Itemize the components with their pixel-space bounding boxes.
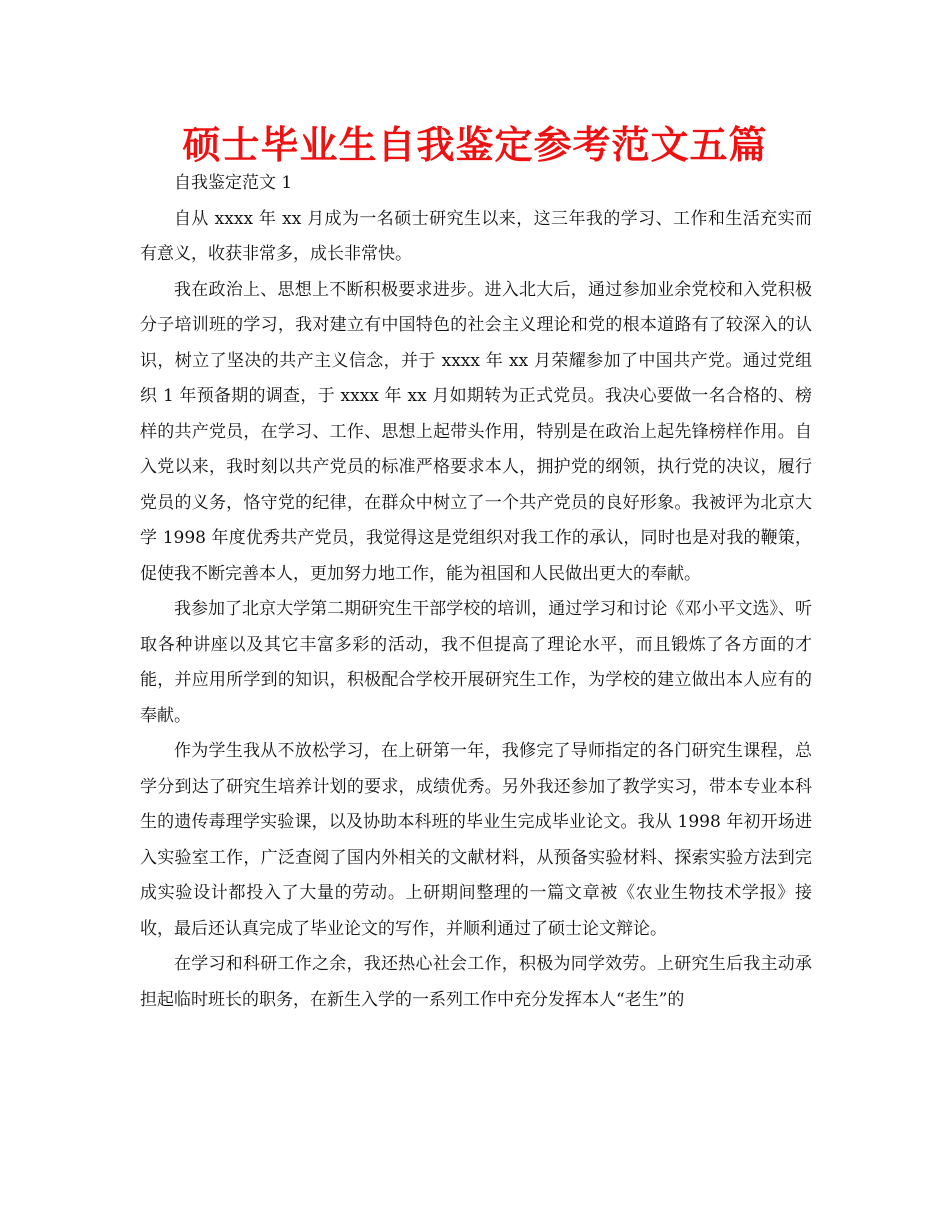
paragraph-3: 我参加了北京大学第二期研究生干部学校的培训，通过学习和讨论《邓小平文选》、听取各种讲座以及其它丰富多彩的活动，我不但提高了理论水平，而且锻炼了各方面的才能，并应用所学到的知识，积极配合学校开展研究生工作，为学校的建立做出本人应有的奉献。 [140,599,812,726]
paragraph-4: 作为学生我从不放松学习，在上研第一年，我修完了导师指定的各门研究生课程，总学分到达了研究生培养计划的要求，成绩优秀。另外我还参加了教学实习，带本专业本科生的遗传毒理学实验课，以及协助本科班的毕业生完成毕业论文。我从 1998 年初开场进入实验室工作，广泛查阅了国内外相关的文献材料，从预备实验材料、探索实验方法到完成实验设计都投入了大量的劳动。上研期间整理的一篇文章被《农业生物技术学报》接收，最后还认真完成了毕业论文的写作，并顺利通过了硕士论文辩论。 [140,741,812,939]
section-heading: 自我鉴定范文 1 [174,173,293,193]
paragraph-1: 自从 xxxx 年 xx 月成为一名硕士研究生以来，这三年我的学习、工作和生活充实而有意义，收获非常多，成长非常快。 [140,208,812,264]
document-body [140,166,812,1018]
paragraph-5: 在学习和科研工作之余，我还热心社会工作，积极为同学效劳。上研究生后我主动承担起临时班长的职务，在新生入学的一系列工作中充分发挥本人“老生”的 [140,954,812,1010]
document-title: 硕士毕业生自我鉴定参考范文五篇 [182,123,768,167]
paragraph-2: 我在政治上、思想上不断积极要求进步。进入北大后，通过参加业余党校和入党积极分子培训班的学习，我对建立有中国特色的社会主义理论和党的根本道路有了较深入的认识，树立了坚决的共产主义信念，并于 xxxx 年 xx 月荣耀参加了中国共产党。通过党组织 1 年预备期的调查，于 xxxx 年 xx 月如期转为正式党员。我决心要做一名合格的、榜样的共产党员，在学习、工作、思想上起带头作用，特别是在政治上起先锋榜样作用。自入党以来，我时刻以共产党员的标准严格要求本人，拥护党的纲领，执行党的决议，履行党员的义务，恪守党的纪律，在群众中树立了一个共产党员的良好形象。我被评为北京大学 1998 年度优秀共产党员，我觉得这是党组织对我工作的承认，同时也是对我的鞭策，促使我不断完善本人，更加努力地工作，能为祖国和人民做出更大的奉献。 [140,279,812,584]
